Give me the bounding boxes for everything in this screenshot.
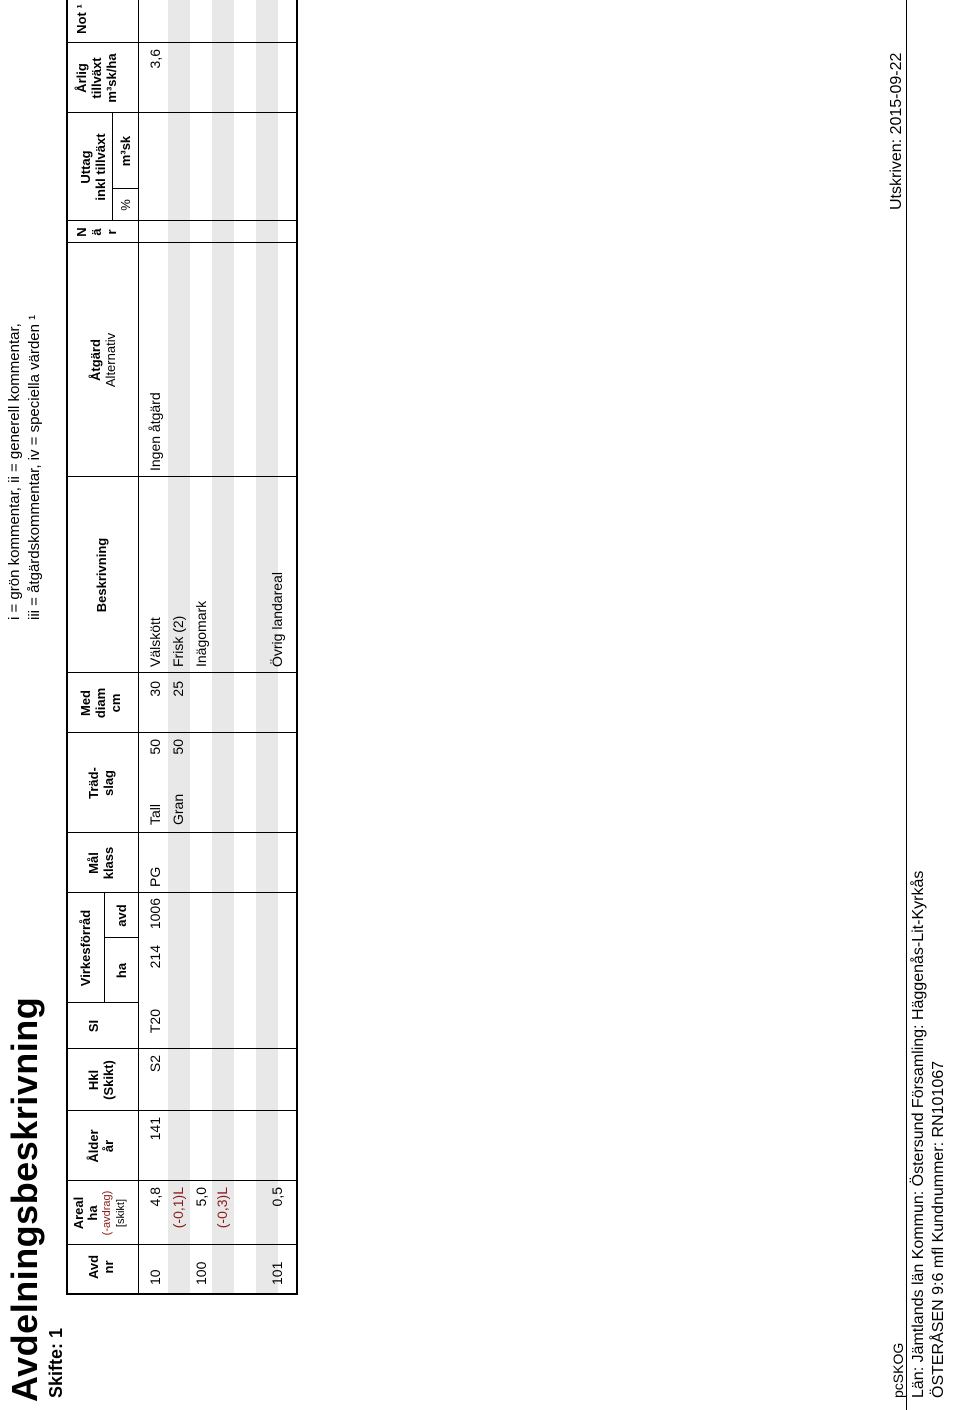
header-areal: Areal ha (-avdrag) [skikt]: [71, 1190, 127, 1236]
cell-atgard: Ingen åtgärd: [147, 392, 163, 471]
cell-mal: PG: [147, 866, 163, 887]
footer-customer: ÖSTERÅSEN 9:6 mfl Kundnummer: RN101067: [930, 1060, 947, 1398]
cell-beskrivning: Övrig landareal: [269, 572, 285, 667]
legend-line-2: iii = åtgärdskommentar, iv = speciella värden ¹: [26, 314, 43, 620]
cell-avdrag: (-0,3)L: [214, 1187, 230, 1229]
cell-avd: 10: [147, 1269, 163, 1285]
header-tradslag: Träd- slag: [86, 767, 116, 799]
header-vf-ha: ha: [114, 962, 129, 979]
cell-avdrag: (-0,1)L: [170, 1187, 186, 1229]
cell-alder: 141: [147, 1117, 163, 1141]
header-nar: N ä r: [74, 227, 119, 237]
cell-hkl: S2: [147, 1055, 163, 1073]
header-beskrivning: Beskrivning: [94, 537, 109, 613]
header-virkesforrad: Virkesförråd: [78, 909, 93, 987]
page-title: Avdelningsbeskrivning: [4, 996, 45, 1402]
brand-label: pcSKOG: [890, 1342, 906, 1398]
cell-vf-ha: 214: [147, 945, 163, 969]
footer-divider: [906, 0, 907, 1410]
header-uttag: Uttag inkl tillväxt: [78, 133, 108, 201]
cell-beskrivning: Välskött: [147, 617, 163, 667]
cell-avd: 100: [193, 1261, 209, 1285]
header-arlig: Årlig tillväxt m³sk/ha: [74, 53, 119, 103]
cell-species: Tall: [147, 803, 163, 825]
header-alder: Ålder år: [86, 1129, 116, 1163]
cell-avd: 101: [269, 1261, 285, 1285]
printed-date: Utskriven: 2015-09-22: [888, 52, 905, 210]
cell-areal: 5,0: [193, 1187, 209, 1207]
cell-diam: 25: [170, 681, 186, 697]
stand-table: [66, 0, 298, 1295]
cell-beskrivning: Inägomark: [193, 600, 209, 667]
cell-species: Gran: [170, 793, 186, 825]
cell-diam: 30: [147, 681, 163, 697]
header-si: SI: [86, 1019, 101, 1033]
cell-si: T20: [147, 1009, 163, 1034]
cell-species-pct: 50: [147, 739, 163, 755]
cell-beskrivning: Frisk (2): [170, 615, 186, 667]
cell-arlig: 3,6: [147, 49, 163, 69]
row-band: [212, 0, 234, 1293]
header-not: Not ¹: [74, 4, 89, 34]
header-avd: Avd nr: [86, 1254, 116, 1280]
subheader-divider: [104, 893, 105, 1003]
subheader-divider: [112, 113, 113, 221]
header-divider: [138, 0, 139, 1293]
footer-location: Län: Jämtlands län Kommun: Östersund Församling: Häggenås-Lit-Kyrkås: [910, 870, 927, 1398]
skifte-label: Skifte: 1: [46, 1327, 66, 1398]
header-hkl: Hkl (Skikt): [86, 1060, 116, 1100]
cell-species-pct: 50: [170, 739, 186, 755]
header-vf-avd: avd: [114, 904, 129, 927]
header-med-diam: Med diam cm: [78, 687, 123, 719]
header-uttag-m3: m³sk: [118, 135, 133, 167]
cell-vf-avd: 1006: [147, 898, 163, 930]
cell-areal: 0,5: [269, 1187, 285, 1207]
header-atgard: Åtgärd Alternativ: [88, 332, 118, 388]
cell-areal: 4,8: [147, 1187, 163, 1207]
header-mal: Mål klass: [86, 846, 116, 880]
legend-line-1: i = grön kommentar, ii = generell kommentar,: [6, 323, 23, 620]
header-uttag-pct: %: [118, 199, 133, 211]
